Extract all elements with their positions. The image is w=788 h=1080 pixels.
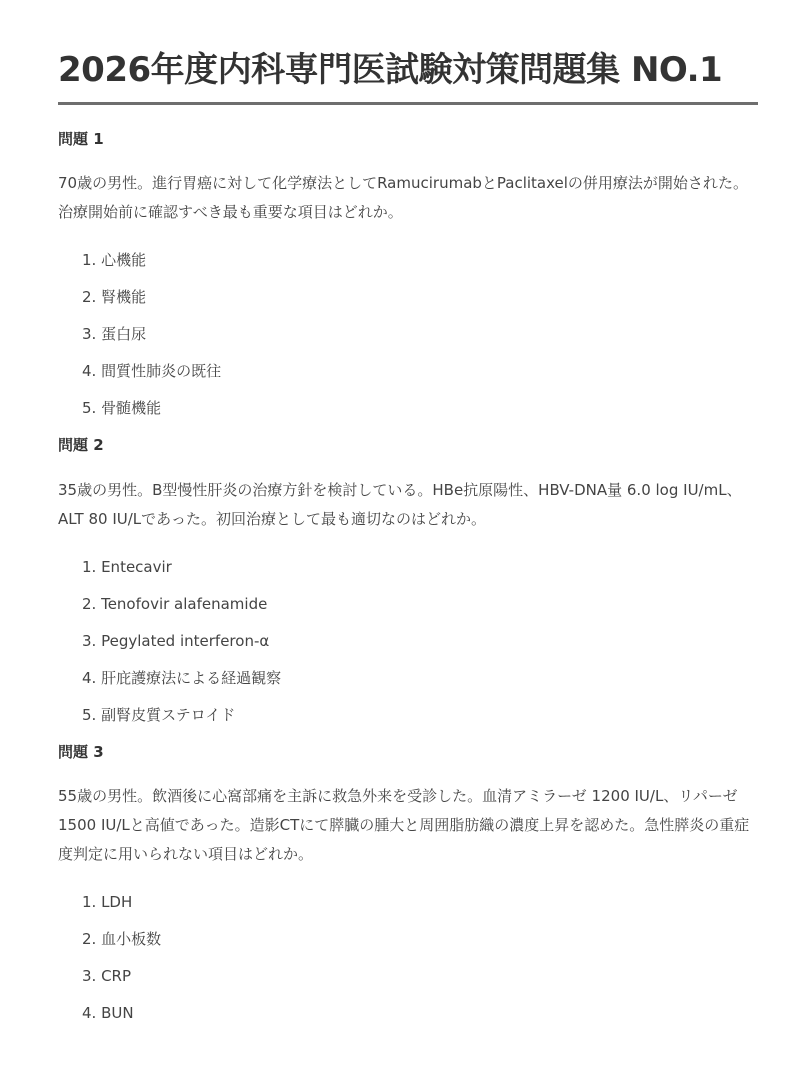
answer-option: 4. 肝庇護療法による経過観察 [82,669,282,687]
question-text: 35歳の男性。B型慢性肝炎の治療方針を検討している。HBe抗原陽性、HBV-DNA量 6.0 log IU/mL、ALT 80 IU/Lであった。初回治療として最も適切なのはどれか。 [58,481,742,528]
answer-option: 3. Pegylated interferon-α [82,632,270,650]
answer-option: 2. 血小板数 [82,930,162,948]
answer-options [58,557,758,742]
document-page [58,0,758,1040]
question-heading: 問題 1 [58,130,104,148]
question-1 [58,129,758,435]
answer-option: 5. 骨髄機能 [82,399,162,417]
answer-option: 4. BUN [82,1004,134,1022]
answer-option: 1. Entecavir [82,558,172,576]
answer-option: 1. LDH [82,893,133,911]
title-divider [58,102,758,105]
question-2 [58,435,758,742]
question-heading: 問題 3 [58,743,104,761]
answer-option: 4. 間質性肺炎の既往 [82,362,222,380]
question-text: 70歳の男性。進行胃癌に対して化学療法としてRamucirumabとPaclitaxelの併用療法が開始された。治療開始前に確認すべき最も重要な項目はどれか。 [58,174,748,221]
question-heading: 問題 2 [58,436,104,454]
answer-option: 2. Tenofovir alafenamide [82,595,268,613]
answer-option: 1. 心機能 [82,251,147,269]
answer-option: 5. 副腎皮質ステロイド [82,706,236,724]
answer-option: 3. 蛋白尿 [82,325,147,343]
question-3 [58,742,758,1040]
answer-options [58,250,758,435]
answer-option: 2. 腎機能 [82,288,147,306]
question-text: 55歳の男性。飲酒後に心窩部痛を主訴に救急外来を受診した。血清アミラーゼ 1200 IU/L、リパーゼ 1500 IU/Lと高値であった。造影CTにて膵臓の腫大と周囲脂肪織の濃度上昇を認めた。急性膵炎の重症度判定に用いられない項目はどれか。 [58,787,750,863]
answer-options [58,892,758,1040]
answer-option: 3. CRP [82,967,132,985]
page-title: 2026年度内科専門医試験対策問題集 NO.1 [58,50,723,90]
